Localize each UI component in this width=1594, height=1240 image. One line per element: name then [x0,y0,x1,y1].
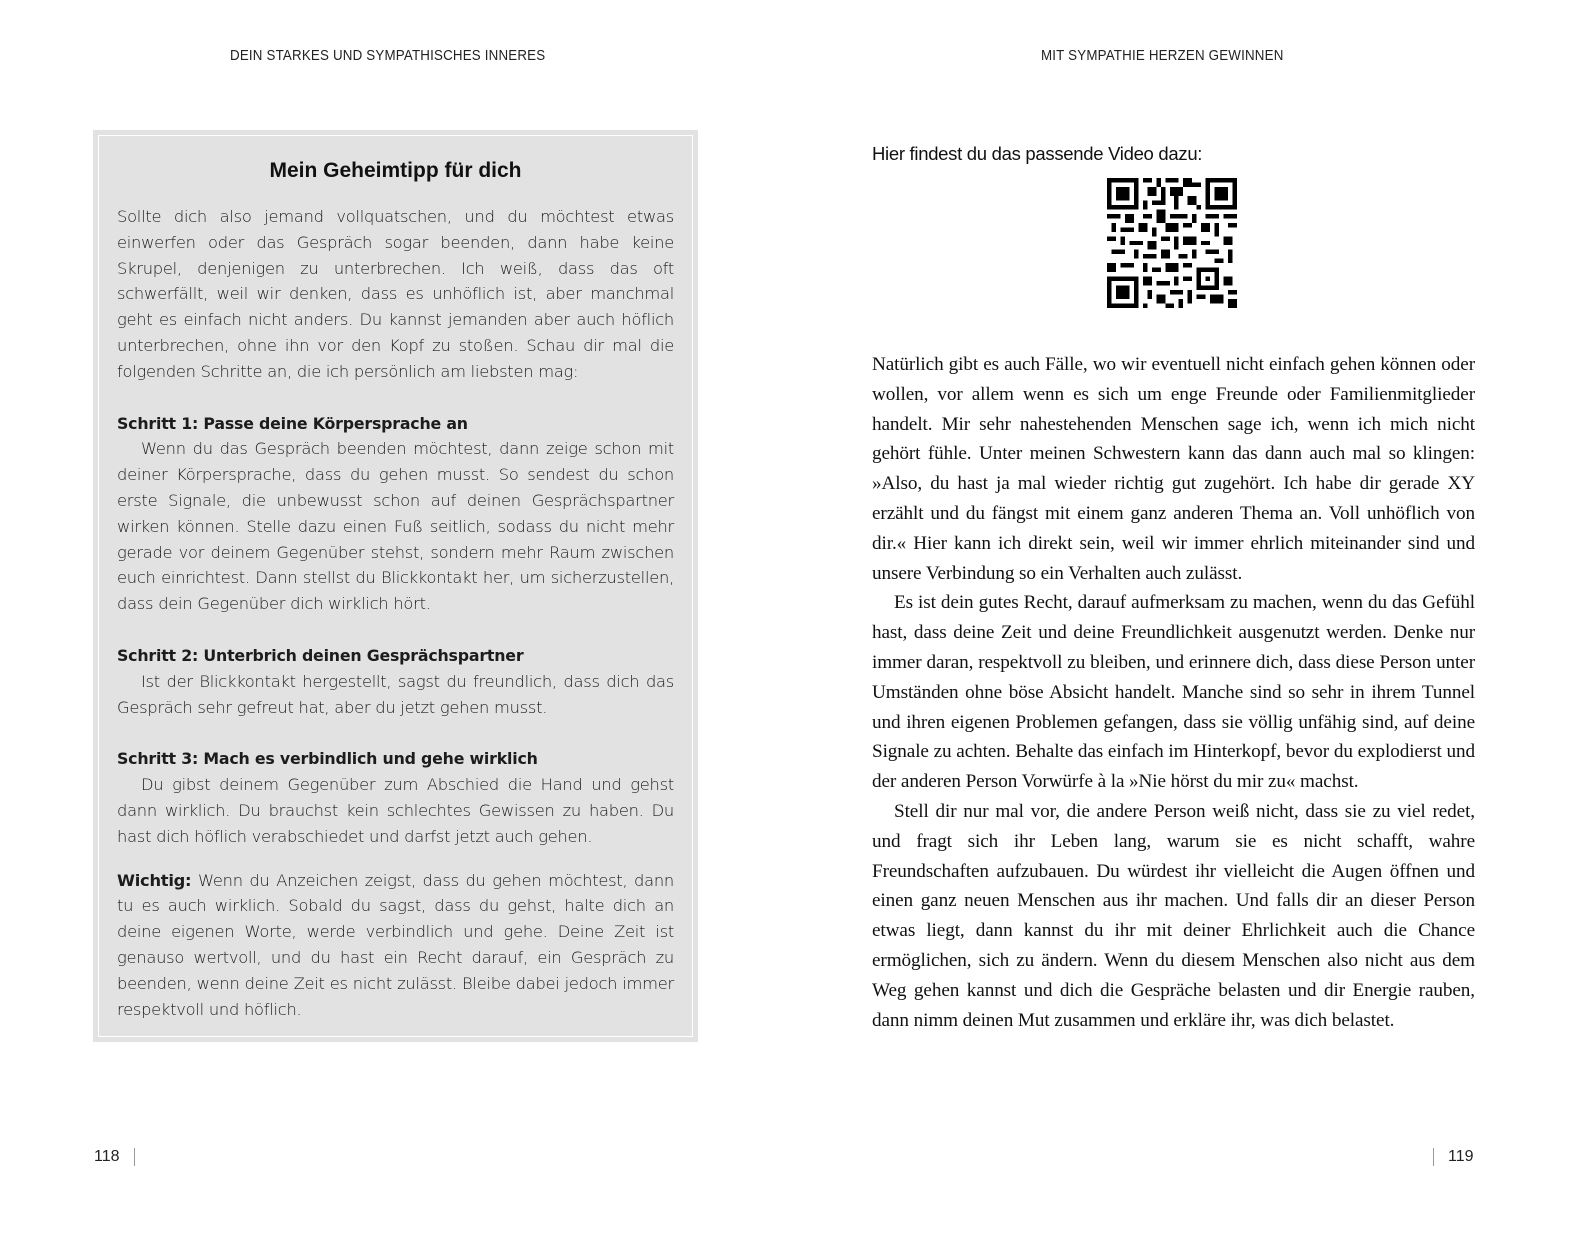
running-head-left: DEIN STARKES UND SYMPATHISCHES INNERES [230,48,546,64]
step-3-heading: Schritt 3: Mach es verbindlich und gehe wirklich [117,749,538,769]
important-text: Wenn du Anzeichen zeigst, dass du gehen möchtest, dann tu es auch wirklich. Sobald du sagst, dass du gehst, halte dich an deine eigenen Worte, werde verbindlich und gehe. Deine Zeit ist genauso wertvoll, und du hast ein Recht darauf, ein Gespräch zu beenden, wenn deine Zeit es nicht zulässt. Bleibe dabei jedoch immer respektvoll und höflich. [117,870,674,1019]
step-1-heading: Schritt 1: Passe deine Körpersprache an [117,413,468,433]
tip-box [93,130,698,1042]
important-note [117,868,674,1023]
right-page [797,0,1594,1240]
tip-intro: Sollte dich also jemand vollquatschen, und du möchtest etwas einwerfen oder das Gespräch sogar beenden, dann habe keine Skrupel, denjenigen zu unterbrechen. Ich weiß, dass das oft schwerfällt, weil wir denken, dass es unhöflich ist, aber manchmal geht es einfach nicht anders. Du kannst jemanden aber auch höflich unterbrechen, ohne ihn vor den Kopf zu stoßen. Schau dir mal die folgenden Schritte an, die ich persönlich am liebsten mag: [117,207,674,381]
qr-code-graphic [1107,178,1237,308]
page-number-right-value: 119 [1448,1148,1474,1165]
step-2-text: Ist der Blickkontakt hergestellt, sagst du freundlich, dass dich das Gespräch sehr gefreut hat, aber du jetzt gehen musst. [117,671,674,717]
running-head-right: MIT SYMPATHIE HERZEN GEWINNEN [1041,48,1284,64]
tip-box-inner [98,135,693,1037]
body-text [872,350,1475,1035]
page-number-right [1433,1148,1474,1166]
paragraph-2: Es ist dein gutes Recht, darauf aufmerksam zu machen, wenn du das Gefühl hast, dass deine Zeit und deine Freundlichkeit ausgenutzt werden. Denke nur immer daran, respektvoll zu bleiben, und erinnere dich, dass diese Person unter Umständen ohne böse Absicht handelt. Manche sind so sehr in ihrem Tunnel und ihren eigenen Problemen gefangen, dass sie völlig unfähig sind, auf deine Signale zu achten. Behalte das einfach im Hinterkopf, bevor du explodierst und der anderen Person Vorwürfe à la »Nie hörst du mir zu« machst. [872,592,1475,793]
tip-box-title: Mein Geheimtipp für dich [269,159,522,182]
qr-code-icon[interactable] [1107,178,1237,308]
folio-divider [134,1148,135,1166]
paragraph-3: Stell dir nur mal vor, die andere Person weiß nicht, dass sie zu viel redet, und fragt sich ihr Leben lang, warum sie es nicht schafft, wahre Freundschaften aufzubauen. Du würdest ihr vielleicht die Augen öffnen und einen ganz neuen Menschen aus ihr machen. Und falls dir an dieser Person etwas liegt, dann kannst du ihr mit deiner Ehrlichkeit auch die Chance ermöglichen, sich zu ändern. Wenn du diesem Menschen also nicht aus dem Weg gehen kannst und dich die Gespräche belasten und dir Energie rauben, dann nimm deinen Mut zusammen und erkläre ihr, was dich belastet. [872,800,1475,1031]
important-label: Wichtig: [117,870,192,890]
page-number-left [94,1148,135,1166]
step-2-heading: Schritt 2: Unterbrich deinen Gesprächspartner [117,645,524,665]
paragraph-1: Natürlich gibt es auch Fälle, wo wir eventuell nicht einfach gehen können oder wollen, vor allem wenn es sich um enge Freunde oder Familienmitglieder handelt. Mir sehr nahestehenden Menschen sage ich, wenn ich mich nicht gehört fühle. Unter meinen Schwestern kann das dann auch mal so klingen: »Also, du hast ja mal wieder richtig gut zugehört. Ich habe dir gerade XY erzählt und du fängst mit einem ganz anderen Thema an. Voll unhöflich von dir.« Hier kann ich direkt sein, weil wir immer ehrlich miteinander sind und unsere Verbindung so ein Verhalten auch zulässt. [872,354,1475,584]
page-number-left-value: 118 [94,1148,120,1165]
step-1-text: Wenn du das Gespräch beenden möchtest, dann zeige schon mit deiner Körpersprache, dass du gehen musst. So sendest du schon erste Signale, die unbewusst schon auf deinen Gesprächspartner wirken können. Stelle dazu einen Fuß seitlich, sodass du nicht mehr gerade vor deinem Gegenüber stehst, sondern mehr Raum zwischen euch einrichtest. Dann stellst du Blickkontakt her, um sicherzustellen, dass dein Gegenüber dich wirklich hört. [117,439,674,614]
step-3-text: Du gibst deinem Gegenüber zum Abschied die Hand und gehst dann wirklich. Du brauchst kein schlechtes Gewissen zu haben. Du hast dich höflich verabschiedet und darfst jetzt auch gehen. [117,775,674,846]
folio-divider [1433,1148,1434,1166]
video-label: Hier findest du das passende Video dazu: [872,143,1203,164]
